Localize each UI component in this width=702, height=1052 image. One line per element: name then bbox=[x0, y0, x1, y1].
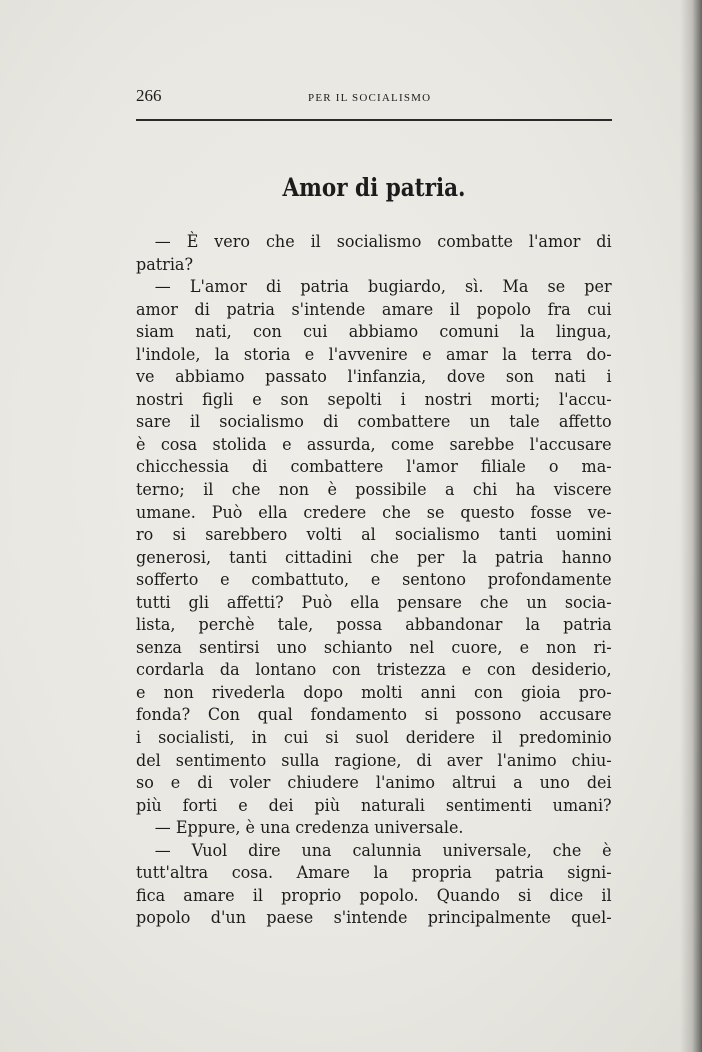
text-line: — È vero che il socialismo combatte l'amor di bbox=[154, 232, 612, 252]
page-number: 266 bbox=[136, 86, 162, 105]
chapter-title: Amor di patria. bbox=[282, 173, 466, 202]
text-line: amor di patria s'intende amare il popolo fra cui bbox=[136, 299, 612, 320]
text-line: sofferto e combattuto, e sentono profondamente bbox=[136, 570, 612, 591]
header-rule bbox=[136, 119, 612, 121]
text-line: tutt'altra cosa. Amare la propria patria signi- bbox=[136, 863, 612, 884]
text-line: — Vuol dire una calunnia universale, che è bbox=[154, 840, 612, 861]
text-line: terno; il che non è possibile a chi ha viscere bbox=[136, 480, 612, 501]
text-line: cordarla da lontano con tristezza e con desiderio, bbox=[136, 660, 612, 681]
text-line: popolo d'un paese s'intende principalmente quel- bbox=[136, 908, 612, 929]
text-line: — L'amor di patria bugiardo, sì. Ma se per bbox=[154, 277, 612, 298]
text-line: fica amare il proprio popolo. Quando si dice il bbox=[136, 885, 612, 906]
text-line: e non rivederla dopo molti anni con gioia pro- bbox=[136, 682, 612, 703]
text-line: patria? bbox=[136, 254, 194, 275]
text-line: tutti gli affetti? Può ella pensare che un socia- bbox=[136, 592, 612, 613]
text-line: del sentimento sulla ragione, di aver l'animo chiu- bbox=[136, 750, 612, 771]
text-line: sare il socialismo di combattere un tale affetto bbox=[136, 412, 612, 433]
page-edge-shadow bbox=[680, 0, 702, 1052]
text-line: chicchessia di combattere l'amor filiale o ma- bbox=[136, 457, 612, 478]
text-line: lista, perchè tale, possa abbandonar la patria bbox=[136, 615, 612, 636]
page-header bbox=[136, 86, 611, 110]
text-line: siam nati, con cui abbiamo comuni la lingua, bbox=[136, 322, 612, 343]
body-text bbox=[136, 231, 612, 930]
text-line: fonda? Con qual fondamento si possono accusare bbox=[136, 705, 612, 726]
text-line: i socialisti, in cui si suol deridere il predominio bbox=[136, 728, 612, 749]
text-line: generosi, tanti cittadini che per la patria hanno bbox=[136, 547, 612, 568]
running-title: PER IL SOCIALISMO bbox=[308, 92, 432, 104]
text-line: ro si sarebbero volti al socialismo tanti uomini bbox=[136, 525, 612, 546]
text-line: più forti e dei più naturali sentimenti umani? bbox=[136, 795, 612, 816]
text-line: nostri figli e son sepolti i nostri morti; l'accu- bbox=[136, 389, 612, 410]
text-line: ve abbiamo passato l'infanzia, dove son nati i bbox=[136, 367, 612, 388]
text-line: — Eppure, è una credenza universale. bbox=[154, 818, 464, 839]
text-line: è cosa stolida e assurda, come sarebbe l'accusare bbox=[136, 434, 612, 455]
text-line: senza sentirsi uno schianto nel cuore, e non ri- bbox=[136, 637, 612, 658]
text-line: l'indole, la storia e l'avvenire e amar la terra do- bbox=[136, 344, 612, 365]
text-line: umane. Può ella credere che se questo fosse ve- bbox=[136, 502, 612, 523]
text-line: so e di voler chiudere l'animo altrui a uno dei bbox=[136, 773, 612, 794]
